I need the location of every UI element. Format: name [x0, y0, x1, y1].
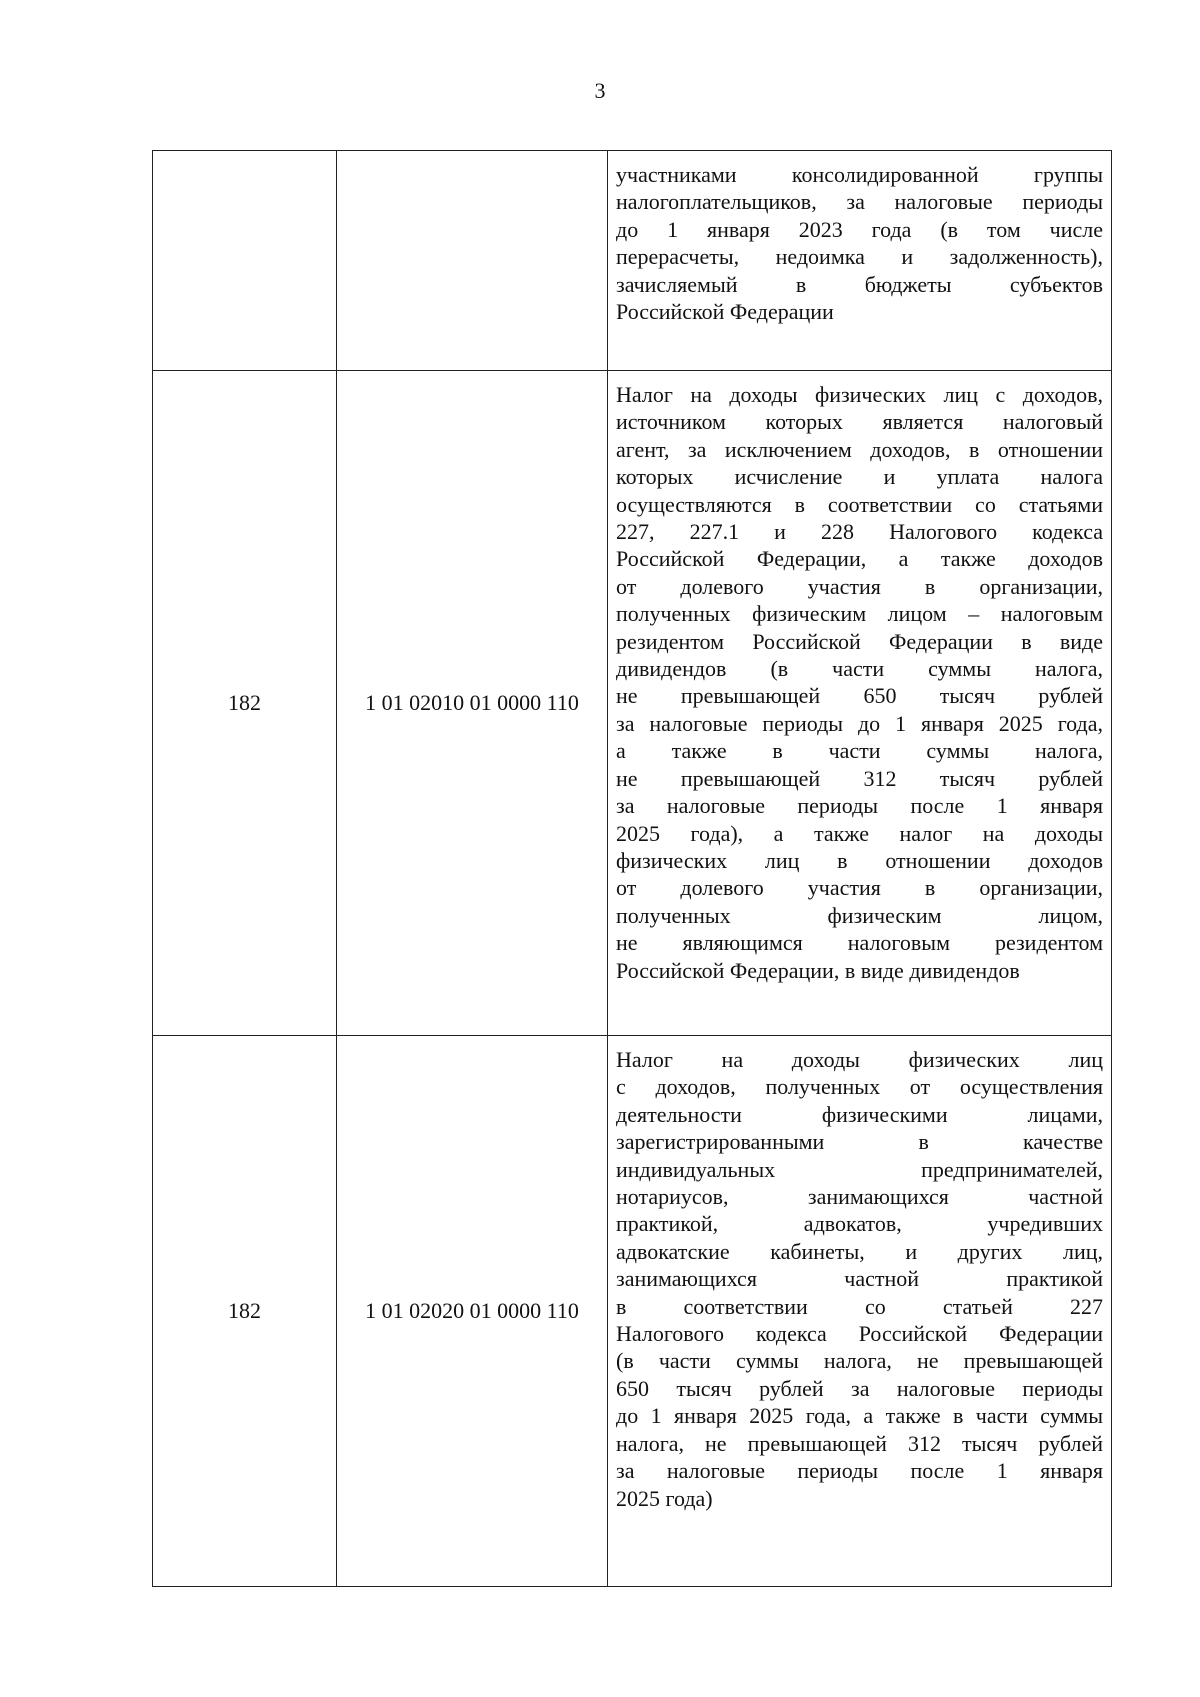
description-line: дивидендов (в части суммы налога,: [616, 656, 1103, 682]
description-line: Налог на доходы физических лиц с доходов,: [616, 382, 1103, 407]
table-row: [153, 371, 1112, 1036]
description-line: источником которых является налоговый: [616, 409, 1103, 435]
admin-code-cell: 182: [153, 371, 337, 1036]
description-cell: [608, 151, 1112, 371]
budget-code-cell: 1 01 02010 01 0000 110: [337, 371, 608, 1036]
description-line: 650 тысяч рублей за налоговые периоды: [616, 1375, 1103, 1401]
description-line: до 1 января 2025 года, а также в части суммы: [616, 1403, 1103, 1429]
description-line: Налог на доходы физических лиц: [616, 1047, 1103, 1072]
description-line: занимающихся частной практикой: [616, 1266, 1103, 1292]
admin-code-cell: 182: [153, 1036, 337, 1587]
budget-code-cell: [337, 151, 608, 371]
description-line: нотариусов, занимающихся частной: [616, 1184, 1103, 1210]
description-line: до 1 января 2023 года (в том числе: [616, 216, 1103, 242]
table-row: [153, 1036, 1112, 1587]
description-line: (в части суммы налога, не превышающей: [616, 1348, 1103, 1374]
description-line: адвокатские кабинеты, и других лиц,: [616, 1238, 1103, 1264]
description-line: а также в части суммы налога,: [616, 738, 1103, 764]
description-line: полученных физическим лицом – налоговым: [616, 601, 1103, 627]
description-cell: [608, 1036, 1112, 1587]
description-line: не превышающей 312 тысяч рублей: [616, 765, 1103, 791]
budget-code-cell: 1 01 02020 01 0000 110: [337, 1036, 608, 1587]
admin-code-cell: [153, 151, 337, 371]
table-row: [153, 151, 1112, 371]
description-line: полученных физическим лицом,: [616, 902, 1103, 928]
description-line: осуществляются в соответствии со статьями: [616, 491, 1103, 517]
description-line: 2025 года): [616, 1485, 713, 1511]
description-line: практикой, адвокатов, учредивших: [616, 1211, 1103, 1237]
description-line: агент, за исключением доходов, в отношении: [616, 436, 1103, 462]
description-line: деятельности физическими лицами,: [616, 1101, 1103, 1127]
description-line: 227, 227.1 и 228 Налогового кодекса: [616, 519, 1103, 545]
page-number: 3: [594, 78, 606, 103]
description-line: резидентом Российской Федерации в виде: [616, 628, 1103, 654]
description-line: за налоговые периоды после 1 января: [616, 1458, 1103, 1484]
description-line: 2025 года), а также налог на доходы: [616, 820, 1103, 846]
description-line: не превышающей 650 тысяч рублей: [616, 683, 1103, 709]
description-line: Налогового кодекса Российской Федерации: [616, 1321, 1103, 1347]
description-line: за налоговые периоды после 1 января: [616, 793, 1103, 819]
description-line: которых исчисление и уплата налога: [616, 464, 1103, 490]
description-line: индивидуальных предпринимателей,: [616, 1156, 1103, 1182]
description-line: налогоплательщиков, за налоговые периоды: [616, 189, 1103, 215]
description-line: за налоговые периоды до 1 января 2025 года,: [616, 710, 1103, 736]
description-line: физических лиц в отношении доходов: [616, 847, 1103, 873]
description-line: налога, не превышающей 312 тысяч рублей: [616, 1430, 1103, 1456]
description-line: Российской Федерации: [616, 299, 834, 325]
description-line: зарегистрированными в качестве: [616, 1129, 1103, 1155]
table-body: [153, 151, 1112, 1587]
description-line: зачисляемый в бюджеты субъектов: [616, 271, 1103, 297]
description-cell: [608, 371, 1112, 1036]
description-line: не являющимся налоговым резидентом: [616, 930, 1103, 956]
description-line: с доходов, полученных от осуществления: [616, 1074, 1103, 1100]
description-line: перерасчеты, недоимка и задолженность),: [616, 244, 1103, 270]
description-line: в соответствии со статьей 227: [616, 1293, 1103, 1319]
description-line: от долевого участия в организации,: [616, 573, 1103, 599]
description-line: от долевого участия в организации,: [616, 875, 1103, 901]
description-line: Российской Федерации, а также доходов: [616, 546, 1103, 572]
description-line: Российской Федерации, в виде дивидендов: [616, 957, 1020, 983]
description-line: участниками консолидированной группы: [616, 162, 1103, 187]
revenue-codes-table: [152, 150, 1112, 1587]
